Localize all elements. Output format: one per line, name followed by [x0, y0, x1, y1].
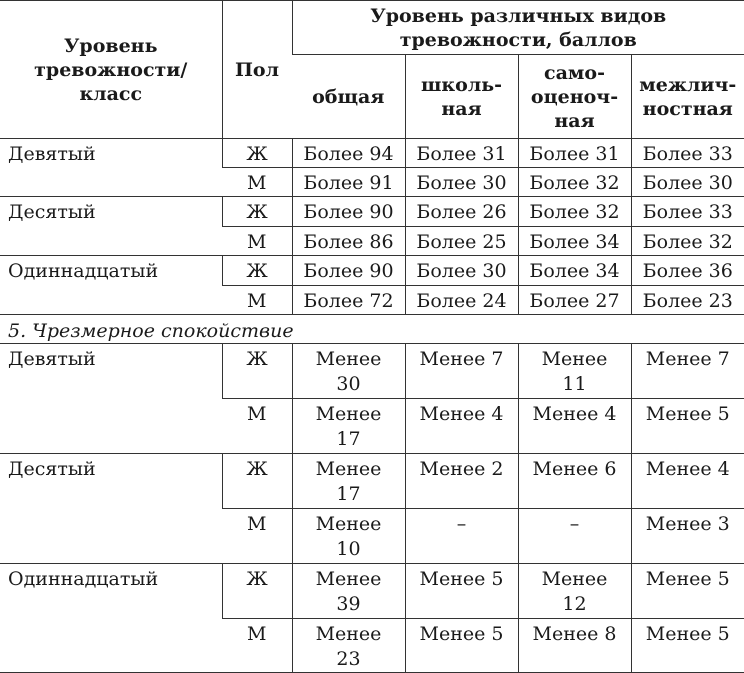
- class-cell: Десятый: [0, 197, 222, 256]
- value-cell: Более 27: [518, 286, 631, 315]
- value-cell: Более 91: [292, 168, 405, 197]
- sex-cell: М: [222, 619, 292, 673]
- value-cell: Более 34: [518, 227, 631, 256]
- value-cell: Более 31: [405, 139, 518, 168]
- value-cell: Менее 17: [292, 454, 405, 509]
- table-row: [0, 454, 744, 509]
- value-cell: Менее 7: [631, 344, 744, 399]
- value-cell: Менее 4: [631, 454, 744, 509]
- value-cell: Менее 3: [631, 509, 744, 564]
- table-row: [0, 564, 744, 619]
- value-cell: Менее 5: [631, 619, 744, 673]
- table-row: [0, 197, 744, 227]
- value-cell: Более 90: [292, 256, 405, 286]
- value-cell: Менее 4: [518, 399, 631, 454]
- value-cell: Более 34: [518, 256, 631, 286]
- value-cell: Менее 2: [405, 454, 518, 509]
- value-cell: Менее 30: [292, 344, 405, 399]
- section-title: 5. Чрезмерное спокойствие: [0, 315, 744, 344]
- value-cell: Менее 8: [518, 619, 631, 673]
- sex-cell: М: [222, 509, 292, 564]
- value-cell: Более 31: [518, 139, 631, 168]
- value-cell: –: [405, 509, 518, 564]
- header-col-interpersonal: межлич- ностная: [631, 55, 744, 139]
- sex-cell: Ж: [222, 256, 292, 286]
- header-anxiety-types: Уровень различных видов тревожности, баллов: [292, 1, 744, 55]
- value-cell: Более 72: [292, 286, 405, 315]
- value-cell: Менее 12: [518, 564, 631, 619]
- header-sex: Пол: [222, 1, 292, 139]
- value-cell: Менее 5: [631, 564, 744, 619]
- header-level-class: Уровень тревожности/класс: [0, 1, 222, 139]
- value-cell: Менее 39: [292, 564, 405, 619]
- sex-cell: Ж: [222, 139, 292, 168]
- sex-cell: Ж: [222, 344, 292, 399]
- value-cell: Более 25: [405, 227, 518, 256]
- sex-cell: М: [222, 399, 292, 454]
- class-cell: Десятый: [0, 454, 222, 564]
- value-cell: Менее 5: [405, 564, 518, 619]
- value-cell: Более 30: [631, 168, 744, 197]
- header-col-self-esteem: само- оценоч- ная: [518, 55, 631, 139]
- value-cell: Менее 23: [292, 619, 405, 673]
- value-cell: Более 86: [292, 227, 405, 256]
- sex-cell: М: [222, 168, 292, 197]
- value-cell: Более 32: [518, 197, 631, 227]
- value-cell: Более 26: [405, 197, 518, 227]
- value-cell: Более 32: [518, 168, 631, 197]
- value-cell: Менее 5: [405, 619, 518, 673]
- value-cell: Более 36: [631, 256, 744, 286]
- value-cell: Менее 7: [405, 344, 518, 399]
- class-cell: Одиннадцатый: [0, 564, 222, 673]
- class-cell: Девятый: [0, 139, 222, 197]
- sex-cell: Ж: [222, 454, 292, 509]
- value-cell: Менее 17: [292, 399, 405, 454]
- value-cell: Менее 5: [631, 399, 744, 454]
- value-cell: Более 94: [292, 139, 405, 168]
- value-cell: Более 90: [292, 197, 405, 227]
- sex-cell: М: [222, 286, 292, 315]
- value-cell: –: [518, 509, 631, 564]
- value-cell: Менее 10: [292, 509, 405, 564]
- class-cell: Одиннадцатый: [0, 256, 222, 315]
- value-cell: Более 30: [405, 256, 518, 286]
- sex-cell: М: [222, 227, 292, 256]
- value-cell: Менее 6: [518, 454, 631, 509]
- sex-cell: Ж: [222, 564, 292, 619]
- sex-cell: Ж: [222, 197, 292, 227]
- value-cell: Более 32: [631, 227, 744, 256]
- table-row: [0, 256, 744, 286]
- value-cell: Более 23: [631, 286, 744, 315]
- value-cell: Менее 11: [518, 344, 631, 399]
- value-cell: Менее 4: [405, 399, 518, 454]
- header-col-school: школь- ная: [405, 55, 518, 139]
- value-cell: Более 33: [631, 139, 744, 168]
- value-cell: Более 24: [405, 286, 518, 315]
- header-col-general: общая: [292, 55, 405, 139]
- section-row: [0, 315, 744, 344]
- value-cell: Более 33: [631, 197, 744, 227]
- class-cell: Девятый: [0, 344, 222, 454]
- value-cell: Более 30: [405, 168, 518, 197]
- table-row: [0, 139, 744, 168]
- table-row: [0, 344, 744, 399]
